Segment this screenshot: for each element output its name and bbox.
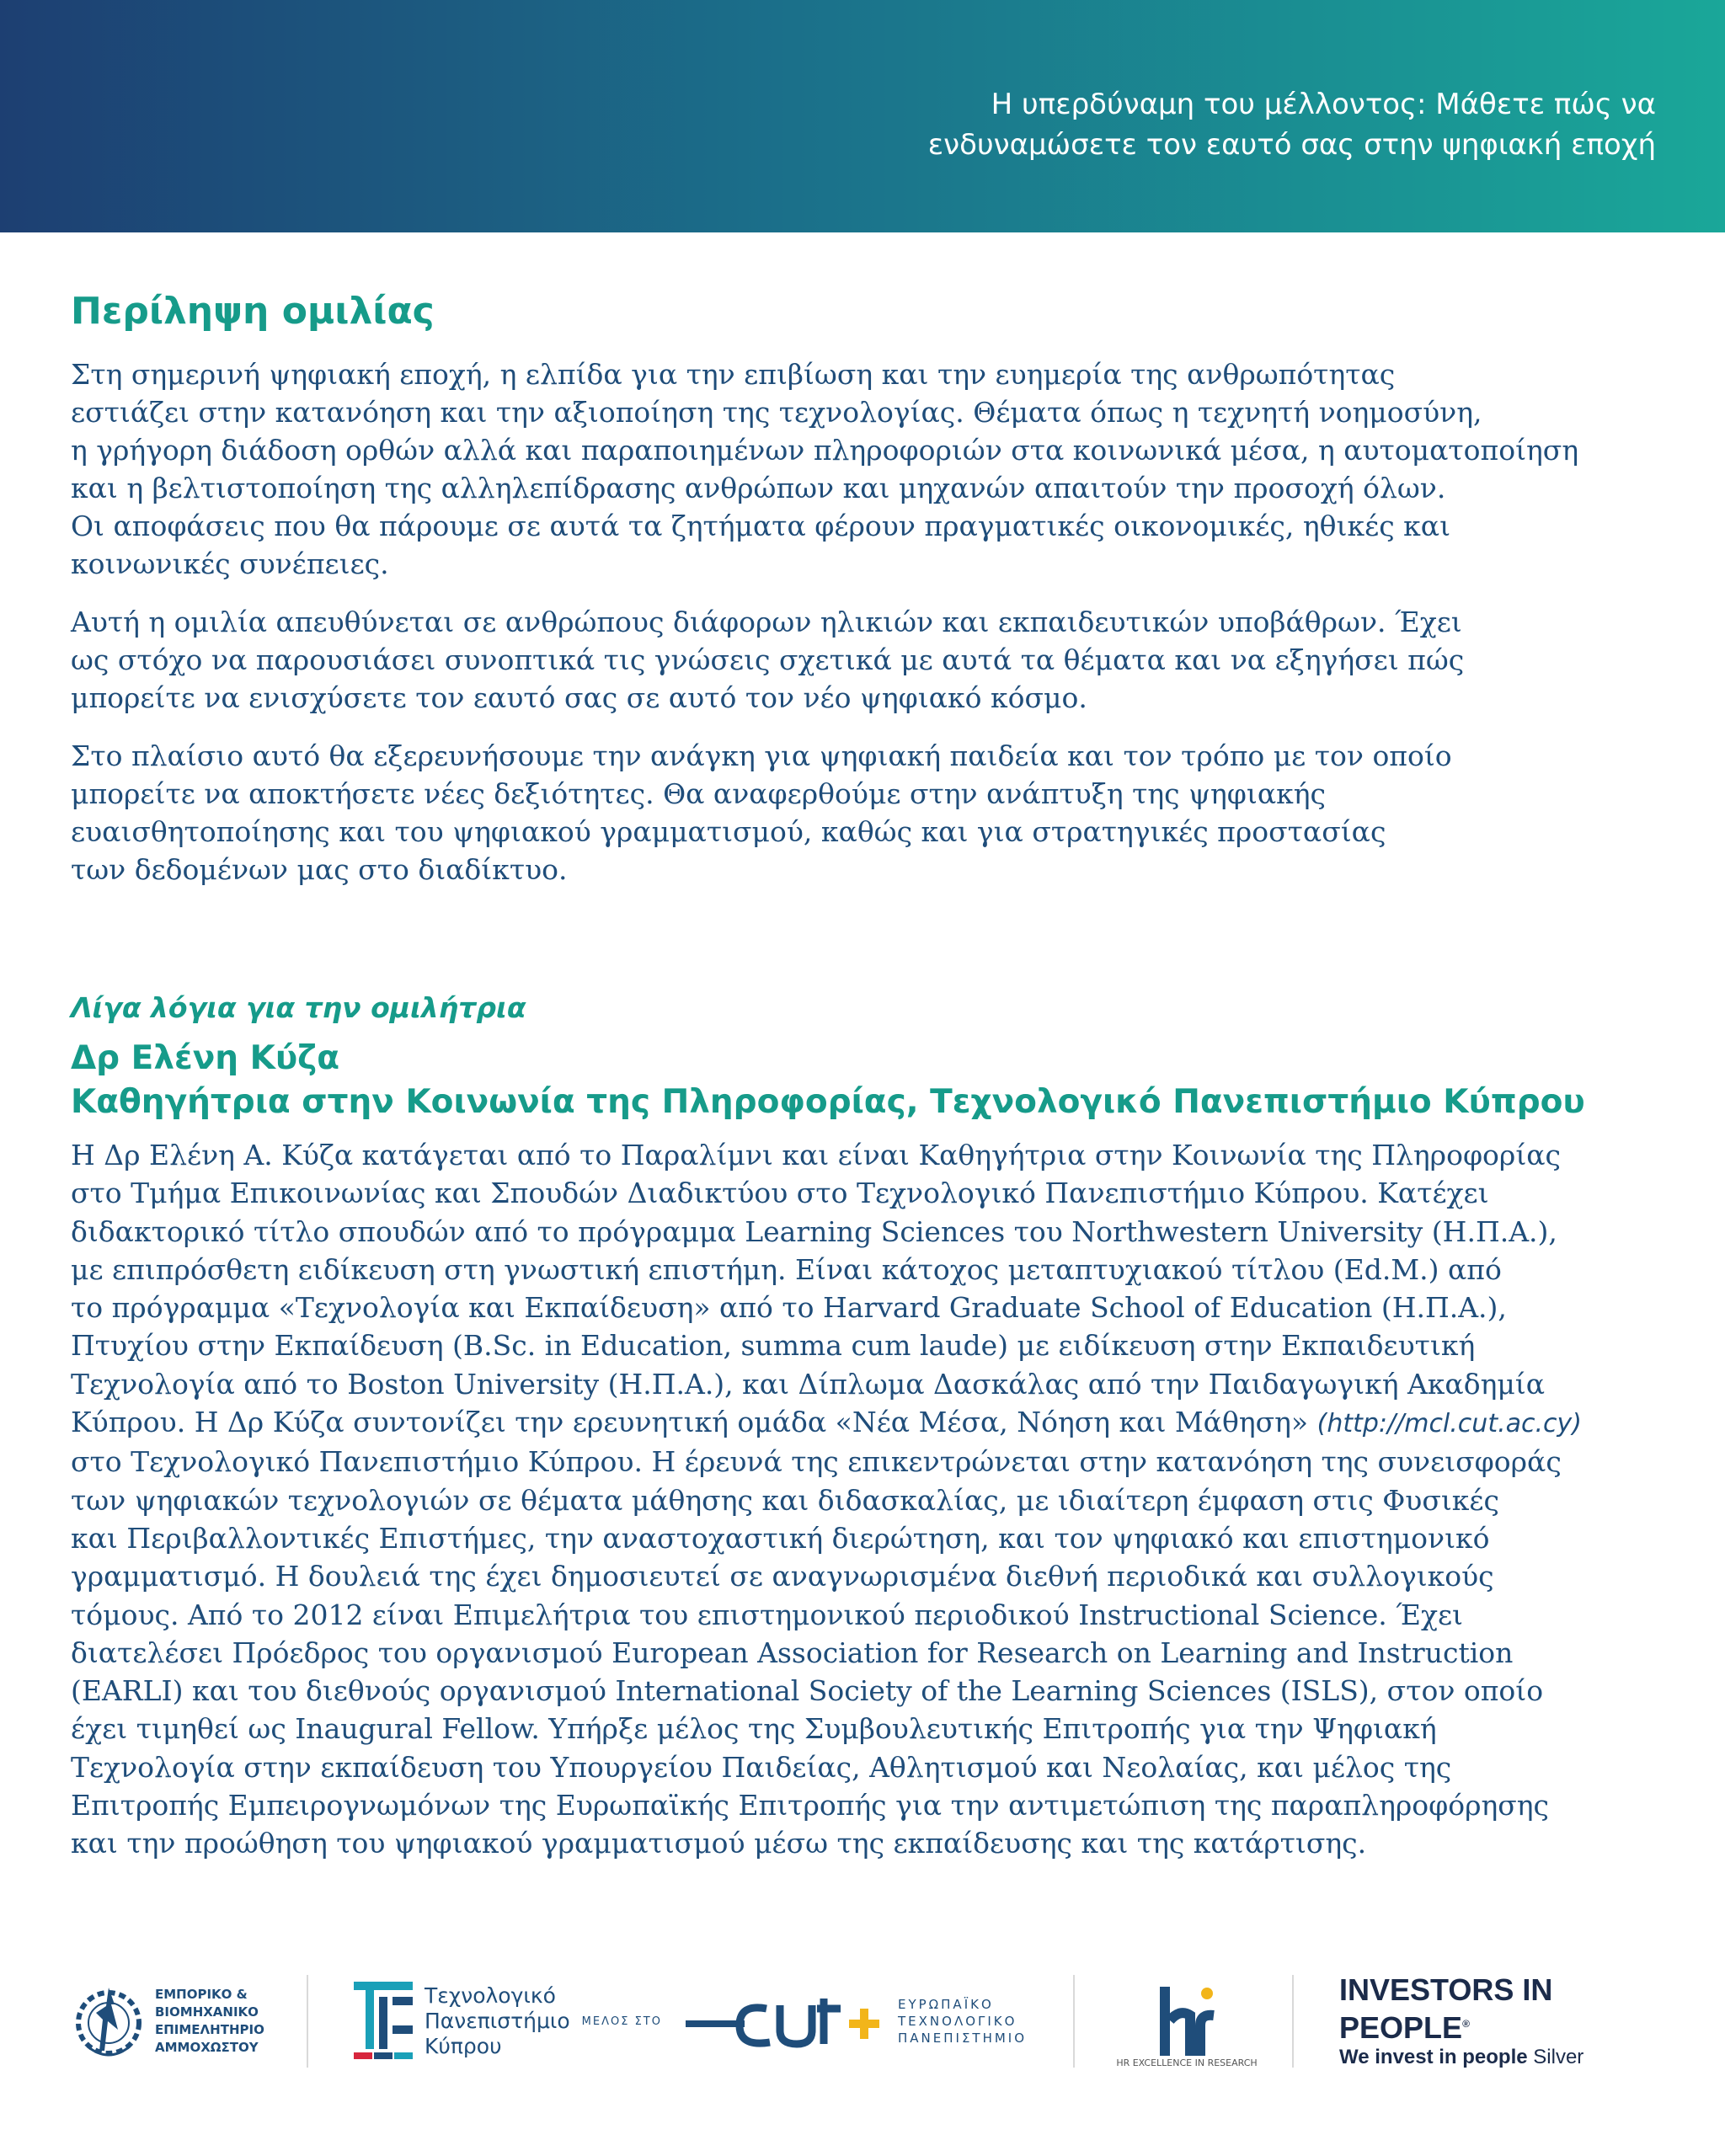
text-line: Αυτή η ομιλία απευθύνεται σε ανθρώπους διάφορων ηλικιών και εκπαιδευτικών υποβάθρων. Έχει	[71, 606, 1462, 638]
text-line: και την προώθηση του ψηφιακού γραμματισμού μέσω της εκπαίδευσης και της κατάρτισης.	[71, 1827, 1367, 1860]
text-line: Στη σημερινή ψηφιακή εποχή, η ελπίδα για την επιβίωση και την ευημερία της ανθρωπότητας	[71, 358, 1396, 391]
speaker-role: Καθηγήτρια στην Κοινωνία της Πληροφορίας, Τεχνολογικό Πανεπιστήμιο Κύπρου	[71, 1083, 1585, 1121]
tepak-logo	[354, 1958, 674, 2084]
text-line: Πτυχίου στην Εκπαίδευση (B.Sc. in Education, summa cum laude) με ειδίκευση στην Εκπαιδευτική	[71, 1329, 1476, 1363]
research-group-link[interactable]: (http://mcl.cut.ac.cy)	[1316, 1409, 1582, 1439]
iip-tagline: We invest in people	[1339, 2045, 1528, 2068]
speaker-bio	[71, 1136, 1654, 1863]
text-line: μπορείτε να ενισχύσετε τον εαυτό σας σε αυτό τον νέο ψηφιακό κόσμο.	[71, 681, 1087, 714]
iip-title-end: PLE	[1403, 2009, 1463, 2045]
logo-divider	[307, 1975, 308, 2068]
speaker-kicker: Λίγα λόγια για την ομιλήτρια	[71, 991, 526, 1024]
hr-caption: HR EXCELLENCE IN RESEARCH	[1116, 2057, 1258, 2068]
member-of-label: ΜΕΛΟΣ ΣΤΟ	[581, 2015, 662, 2028]
iip-title: INVESTORS IN PEOPLE®	[1339, 1972, 1553, 2045]
text-line: εστιάζει στην κατανόηση και την αξιοποίηση της τεχνολογίας. Θέματα όπως η τεχνητή νοημοσύνη,	[71, 396, 1482, 429]
text-line: το πρόγραμμα «Τεχνολογία και Εκπαίδευση» από το Harvard Graduate School of Education (Η.Π.Α.),	[71, 1291, 1507, 1325]
text-line: των ψηφιακών τεχνολογιών σε θέματα μάθησης και διδασκαλίας, με ιδιαίτερη έμφαση στις Φυσικές	[71, 1483, 1499, 1517]
text-line: τόμους. Από το 2012 είναι Επιμελήτρια του επιστημονικού περιοδικού Instructional Science. Έχει	[71, 1598, 1463, 1631]
logo-divider	[1292, 1975, 1294, 2068]
eut-logo	[686, 1958, 1027, 2084]
chamber-name	[155, 1986, 264, 2057]
iip-o-icon: O	[1380, 2009, 1404, 2045]
event-title-line: ενδυναμώσετε τον εαυτό σας στην ψηφιακή εποχή	[927, 128, 1656, 162]
eut-name-line: ΤΕΧΝΟΛΟΓΙΚΟ	[898, 2014, 1017, 2029]
text-line: ευαισθητοποίησης και του ψηφιακού γραμματισμού, καθώς και για στρατηγικές προστασίας	[71, 815, 1386, 848]
speaker-name: Δρ Ελένη Κύζα	[71, 1039, 340, 1077]
text-line	[71, 1403, 1654, 1443]
chamber-name-line: ΕΠΙΜΕΛΗΤΗΡΙΟ	[155, 2022, 264, 2037]
text-line: των δεδομένων μας στο διαδίκτυο.	[71, 853, 568, 886]
text-line: και Περιβαλλοντικές Επιστήμες, την αναστοχαστική διερώτηση, και τον ψηφιακό και επιστημονικό	[71, 1521, 1490, 1555]
tepak-name-line: Κύπρου	[425, 2034, 502, 2058]
text-line: Επιτροπής Εμπειρογνωμόνων της Ευρωπαϊκής Επιτροπής για την αντιμετώπιση της παραπληροφόρησης	[71, 1789, 1550, 1822]
chamber-name-line: ΒΙΟΜΗΧΑΝΙΚΟ	[155, 2004, 259, 2020]
text-line: Στο πλαίσιο αυτό θα εξερευνήσουμε την ανάγκη για ψηφιακή παιδεία και τον τρόπο με τον οποίο	[71, 739, 1452, 772]
sponsor-logos	[71, 1958, 1654, 2084]
text-line: και η βελτιστοποίηση της αλληλεπίδρασης ανθρώπων και μηχανών απαιτούν την προσοχή όλων.	[71, 472, 1446, 504]
iip-tagline-row	[1339, 2045, 1583, 2070]
main-content	[71, 286, 1654, 1863]
chamber-logo	[71, 1958, 264, 2084]
text-line: Οι αποφάσεις που θα πάρουμε σε αυτά τα ζητήματα φέρουν πραγματικές οικονομικές, ηθικές και	[71, 510, 1451, 542]
text-line: έχει τιμηθεί ως Inaugural Fellow. Υπήρξε μέλος της Συμβουλευτικής Επιτροπής για την Ψηφιακή	[71, 1712, 1437, 1746]
hr-logo-icon	[1153, 1982, 1220, 2062]
tepak-emblem-icon	[354, 1982, 413, 2062]
text-line: διατελέσει Πρόεδρος του οργανισμού European Association for Research on Learning and Instruction	[71, 1636, 1514, 1669]
text-fragment: Κύπρου. Η Δρ Κύζα συντονίζει την ερευνητική ομάδα «Νέα Μέσα, Νόηση και Μάθηση»	[71, 1406, 1309, 1439]
summary-heading: Περίληψη ομιλίας	[71, 290, 435, 333]
iip-title-start: INVESTORS IN PE	[1339, 1972, 1553, 2045]
event-title-line: Η υπερδύναμη του μέλλοντος: Μάθετε πώς να	[991, 88, 1656, 121]
tepak-name-line: Πανεπιστήμιο	[425, 2009, 570, 2033]
text-line: Τεχνολογία στην εκπαίδευση του Υπουργείου Παιδείας, Αθλητισμού και Νεολαίας, και μέλος της	[71, 1750, 1452, 1784]
iip-level: Silver	[1533, 2045, 1584, 2068]
text-line: Η Δρ Ελένη Α. Κύζα κατάγεται από το Παραλίμνι και είναι Καθηγήτρια στην Κοινωνία της Πληροφορίας	[71, 1139, 1562, 1171]
event-title	[393, 84, 1656, 165]
text-line: ως στόχο να παρουσιάσει συνοπτικά τις γνώσεις σχετικά με αυτά τα θέματα και να εξηγήσει πώς	[71, 643, 1465, 676]
eut-wordmark-icon	[686, 1983, 888, 2059]
header-banner	[0, 0, 1725, 232]
text-line: με επιπρόσθετη ειδίκευση στη γνωστική επιστήμη. Είναι κάτοχος μεταπτυχιακού τίτλου (Ed.M.) από	[71, 1252, 1502, 1286]
eut-name	[898, 1996, 1027, 2047]
text-line: στο Τεχνολογικό Πανεπιστήμιο Κύπρου. Η έρευνά της επικεντρώνεται στην κατανόηση της συνεισφοράς	[71, 1445, 1562, 1479]
summary-paragraph	[71, 737, 1654, 889]
summary-paragraph	[71, 603, 1654, 717]
text-line: (EARLI) και του διεθνούς οργανισμού International Society of the Learning Sciences (ISLS), στον οποίο	[71, 1674, 1544, 1708]
speaker-heading	[71, 1037, 1654, 1124]
text-line: διδακτορικό τίτλο σπουδών από το πρόγραμμα Learning Sciences του Northwestern University (Η.Π.Α.),	[71, 1214, 1557, 1248]
text-line: Τεχνολογία από το Boston University (Η.Π.Α.), και Δίπλωμα Δασκάλας από την Παιδαγωγική Ακαδημία	[71, 1367, 1546, 1401]
text-line: η γρήγορη διάδοση ορθών αλλά και παραποιημένων πληροφοριών στα κοινωνικά μέσα, η αυτοματοποίηση	[71, 434, 1579, 467]
text-line: μπορείτε να αποκτήσετε νέες δεξιότητες. Θα αναφερθούμε στην ανάπτυξη της ψηφιακής	[71, 777, 1327, 810]
text-line: κοινωνικές συνέπειες.	[71, 547, 389, 580]
chamber-emblem-icon	[71, 1971, 147, 2072]
text-line: γραμματισμό. Η δουλειά της έχει δημοσιευτεί σε αναγνωρισμένα διεθνή περιοδικά και συλλογικούς	[71, 1560, 1494, 1593]
investors-in-people-logo	[1339, 1958, 1654, 2084]
text-line: στο Τμήμα Επικοινωνίας και Σπουδών Διαδικτύου στο Τεχνολογικό Πανεπιστήμιο Κύπρου. Κατέχει	[71, 1177, 1489, 1210]
chamber-name-line: ΑΜΜΟΧΩΣΤΟΥ	[155, 2040, 259, 2055]
logo-divider	[1073, 1975, 1075, 2068]
tepak-name	[425, 1983, 570, 2059]
summary-paragraph	[71, 355, 1654, 583]
hr-excellence-logo	[1115, 1958, 1258, 2084]
tepak-name-line: Τεχνολογικό	[425, 1983, 556, 2008]
eut-name-line: ΕΥΡΩΠΑΪΚΟ	[898, 1997, 994, 2012]
eut-name-line: ΠΑΝΕΠΙΣΤΗΜΙΟ	[898, 2031, 1028, 2046]
chamber-name-line: ΕΜΠΟΡΙΚΟ &	[155, 1987, 248, 2002]
